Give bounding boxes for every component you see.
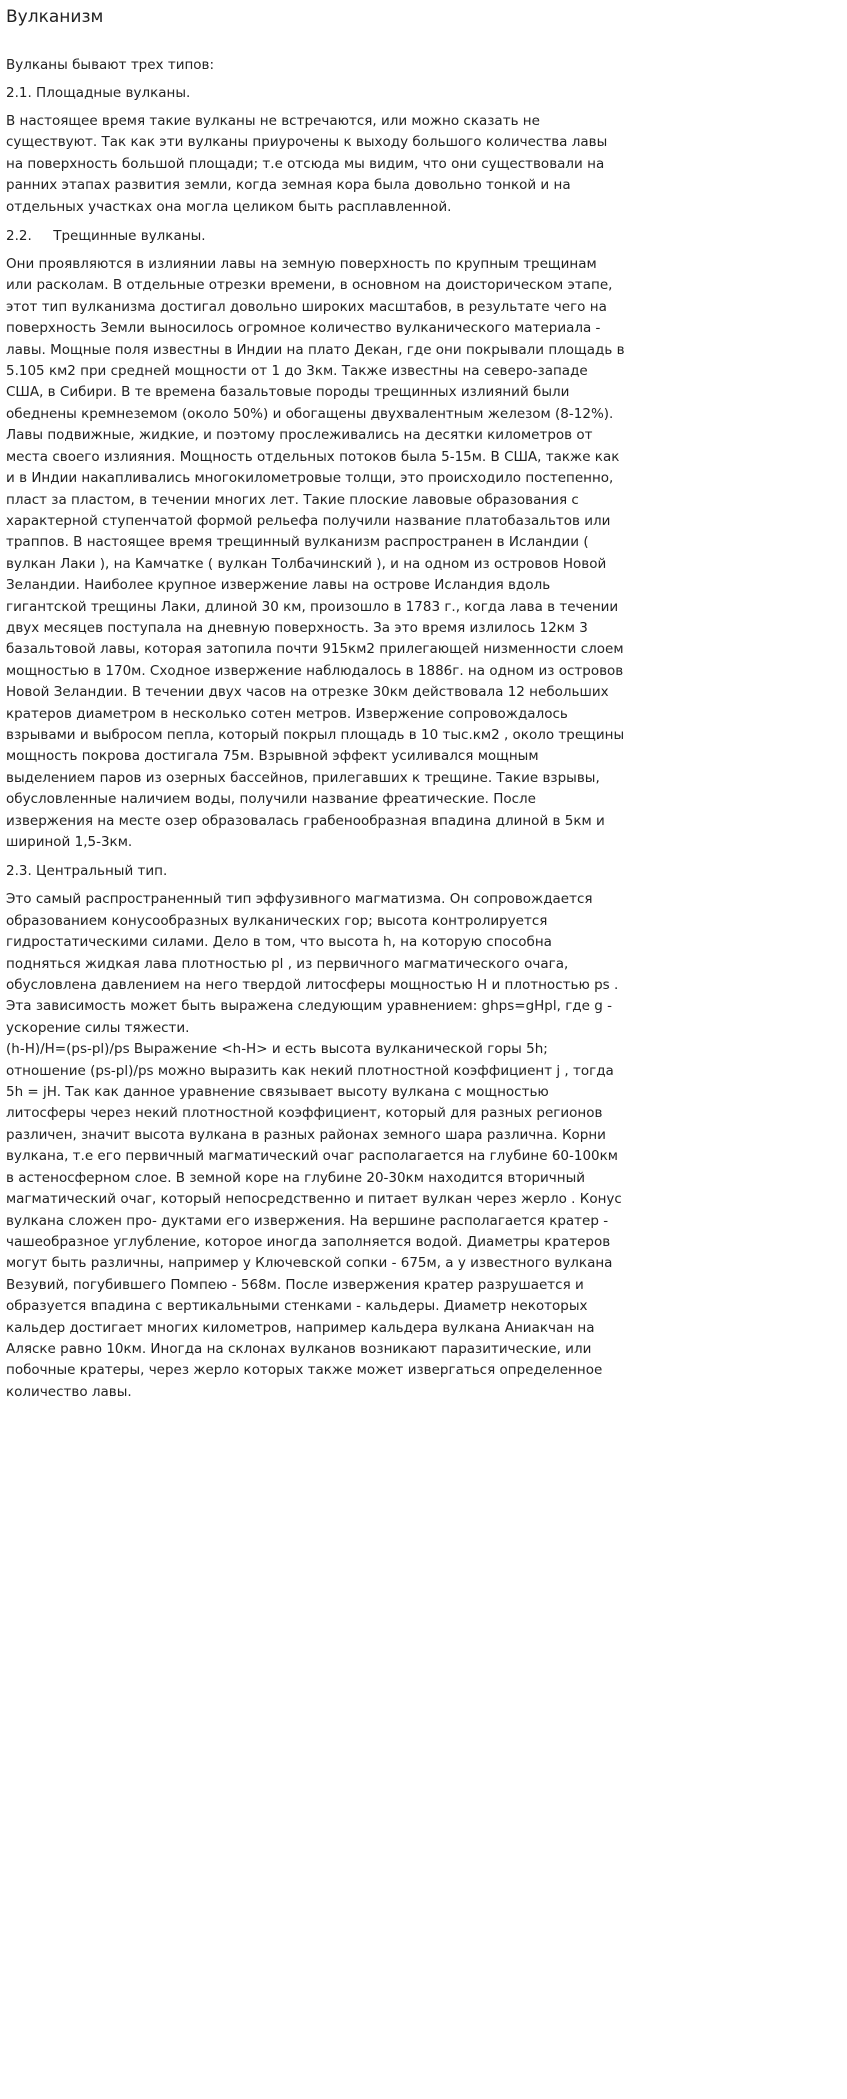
page-title: Вулканизм	[6, 7, 104, 27]
section-paragraph: Они проявляются в излиянии лавы на земную поверхность по крупным трещинам или расколам. В отдельные отрезки времени, в основном на доисторическом этапе, этот тип вулканизма достигал довольно широких масштабов, в результате чего на поверхность Земли выносилось огромное количество вулканического материала - лавы. Мощные поля известны в Индии на плато Декан, где они покрывали площадь в 5.105 км2 при средней мощности от 1 до 3км. Также известны на северо-западе США, в Сибири. В те времена базальтовые породы трещинных излияний были обеднены кремнеземом (около 50%) и обогащены двухвалентным железом (8-12%). Лавы подвижные, жидкие, и поэтому прослеживались на десятки километров от места своего излияния. Мощность отдельных потоков была 5-15м. В США, также как и в Индии накапливались многокилометровые толщи, это происходило постепенно, пласт за пластом, в течении многих лет. Такие плоские лавовые образования с характерной ступенчатой формой рельефа получили название платобазальтов или траппов. В настоящее время трещинный вулканизм распространен в Исландии ( вулкан Лаки ), на Камчатке ( вулкан Толбачинский ), и на одном из островов Новой Зеландии. Наиболее крупное извержение лавы на острове Исландия вдоль гигантской трещины Лаки, длиной 30 км, произошло в 1783 г., когда лава в течении двух месяцев поступала на дневную поверхность. За это время излилось 12км 3 базальтовой лавы, которая затопила почти 915км2 прилегающей низменности слоем мощностью в 170м. Сходное извержение наблюдалось в 1886г. на одном из островов Новой Зеландии. В течении двух часов на отрезке 30км действовала 12 небольших кратеров диаметром в несколько сотен метров. Извержение сопровождалось взрывами и выбросом пепла, который покрыл площадь в 10 тыс.км2 , около трещины мощность покрова достигала 75м. Взрывной эффект усиливался мощным выделением паров из озерных бассейнов, прилегавших к трещине. Такие взрывы, обусловленные наличием воды, получили название фреатические. После извержения на месте озер образовалась грабенообразная впадина длиной в 5км и шириной 1,5-3км.	[6, 256, 625, 850]
section-heading: 2.3. Центральный тип.	[6, 863, 168, 880]
section-paragraph: В настоящее время такие вулканы не встречаются, или можно сказать не существуют. Так как эти вулканы приурочены к выходу большого количества лавы на поверхность большой площади; т.е отсюда мы видим, что они существовали на ранних этапах развития земли, когда земная кора была довольно тонкой и на отдельных участках она могла целиком быть расплавленной.	[6, 113, 608, 215]
section-fissure-volcanoes	[6, 226, 625, 853]
intro-text: Вулканы бывают трех типов:	[6, 57, 215, 73]
section-areal-volcanoes	[6, 83, 625, 218]
section-heading: 2.1. Площадные вулканы.	[6, 85, 191, 101]
section-paragraph: Это самый распространенный тип эффузивного магматизма. Он сопровождается образованием конусообразных вулканических гор; высота контролируется гидростатическими силами. Дело в том, что высота h, на которую способна подняться жидкая лава плотностью pl , из первичного магматического очага, обусловлена давлением на него твердой литосферы мощностью H и плотностью ps . Эта зависимость может быть выражена следующим уравнением: ghps=gHpl, где g - ускорение силы тяжести.	[6, 891, 619, 1036]
section-heading: 2.2. Трещинные вулканы.	[6, 228, 206, 245]
section-central-type	[6, 861, 625, 1403]
article	[0, 0, 631, 1403]
section-paragraph: (h-H)/H=(ps-pl)/ps Выражение <h-H> и есть высота вулканической горы 5h; отношение (ps-pl)/ps можно выразить как некий плотностной коэффициент j , тогда 5h = jH. Так как данное уравнение связывает высоту вулкана с мощностью литосферы через некий плотностной коэффициент, который для разных регионов различен, значит высота вулкана в разных районах земного шара различна. Корни вулкана, т.е его первичный магматический очаг располагается на глубине 60-100км в астеносферном слое. В земной коре на глубине 20-30км находится вторичный магматический очаг, который непосредственно и питает вулкан через жерло . Конус вулкана сложен про- дуктами его извержения. На вершине располагается кратер - чашеобразное углубление, которое иногда заполняется водой. Диаметры кратеров могут быть различны, например у Ключевской сопки - 675м, а у известного вулкана Везувий, погубившего Помпею - 568м. После извержения кратер разрушается и образуется впадина с вертикальными стенками - кальдеры. Диаметр некоторых кальдер достигает многих километров, например кальдера вулкана Аниакчан на Аляске равно 10км. Иногда на склонах вулканов возникают паразитические, или побочные кратеры, через жерло которых также может извергаться определенное количество лавы.	[6, 1041, 622, 1400]
